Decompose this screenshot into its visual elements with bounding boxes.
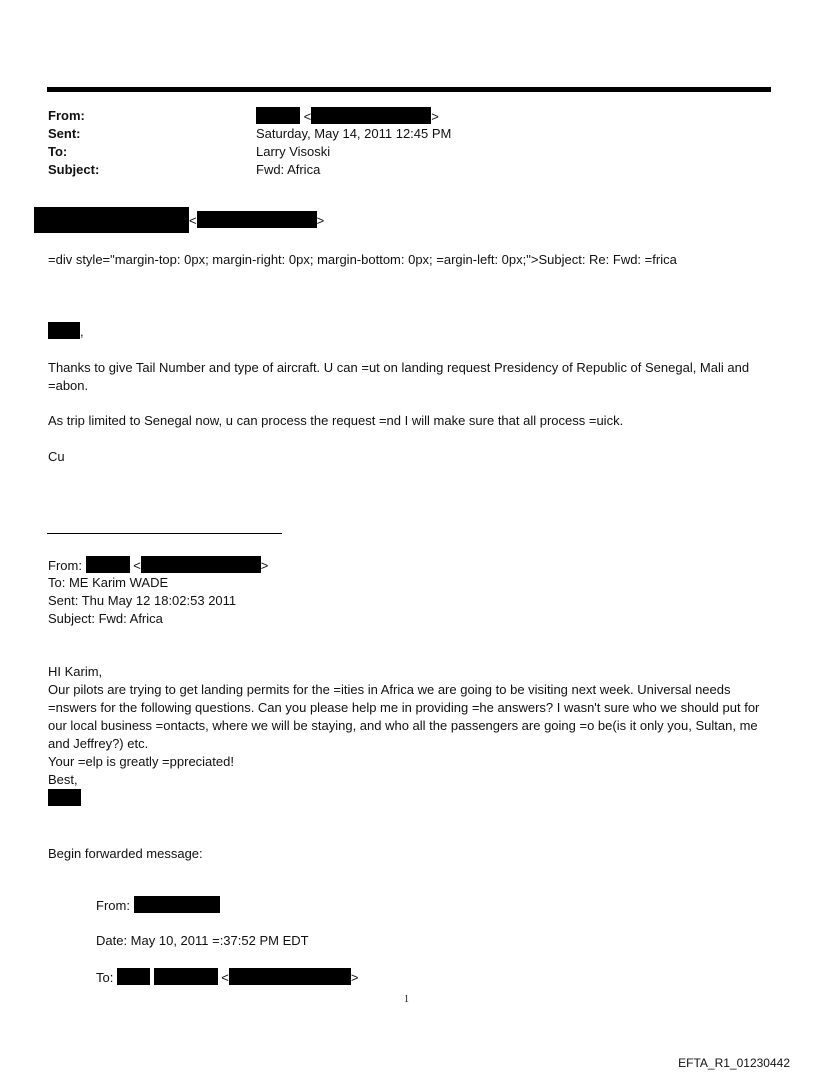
angle-open: < bbox=[221, 970, 229, 985]
subject-label: Subject: bbox=[48, 162, 100, 177]
forwarded-sent: Sent: Thu May 12 18:02:53 2011 bbox=[48, 593, 237, 608]
redaction-block bbox=[197, 211, 317, 228]
forward-divider bbox=[47, 533, 282, 534]
to-label: To: bbox=[48, 144, 68, 159]
forwarded-best: Best, bbox=[48, 772, 78, 787]
begin-forwarded: Begin forwarded message: bbox=[48, 846, 203, 861]
subject-value: Fwd: Africa bbox=[256, 162, 321, 177]
angle-close: > bbox=[350, 970, 359, 985]
inner-date: Date: May 10, 2011 =:37:52 PM EDT bbox=[96, 933, 309, 948]
inner-from-label: From: bbox=[96, 898, 130, 913]
raw-html-line: =div style="margin-top: 0px; margin-right: 0px; margin-bottom: 0px; =argin-left: 0px;">Subject: Re: Fwd: =frica bbox=[48, 252, 677, 267]
reply-paragraph-1: Thanks to give Tail Number and type of aircraft. U can =ut on landing request Presidency of Republic of Senegal, Mali and =abon. bbox=[48, 360, 750, 393]
reply-greeting bbox=[48, 322, 84, 341]
inner-to bbox=[96, 968, 358, 987]
forwarded-from bbox=[48, 556, 268, 575]
forwarded-thanks: Your =elp is greatly =ppreciated! bbox=[48, 754, 234, 769]
redaction-block bbox=[134, 896, 220, 913]
angle-close: > bbox=[431, 109, 439, 124]
redaction-block bbox=[117, 968, 150, 985]
redaction-block bbox=[48, 789, 81, 806]
header-rule bbox=[47, 87, 771, 92]
redaction-block bbox=[34, 207, 189, 233]
from-value bbox=[256, 107, 439, 126]
redaction-block bbox=[154, 968, 218, 985]
redaction-block bbox=[229, 968, 351, 985]
forwarded-subject: Subject: Fwd: Africa bbox=[48, 611, 163, 626]
redaction-block bbox=[311, 107, 431, 124]
to-value: Larry Visoski bbox=[256, 144, 331, 159]
reply-sender bbox=[34, 207, 324, 233]
reply-signoff: Cu bbox=[48, 449, 65, 464]
angle-close: > bbox=[260, 558, 269, 573]
forwarded-to: To: ME Karim WADE bbox=[48, 575, 169, 590]
forwarded-body: Our pilots are trying to get landing permits for the =ities in Africa we are going to be visiting next week. Universal needs =nswers for the following questions. Can you please help me in providing =he answers? I wasn't sure who we should put for our local business =ontacts, where we will be staying, and who all the passengers are going =o be(is it only you, Sultan, me and Jeffrey?) etc. bbox=[48, 682, 760, 751]
document-id: EFTA_R1_01230442 bbox=[678, 1056, 790, 1070]
angle-close: > bbox=[316, 213, 325, 228]
greeting-comma: , bbox=[80, 324, 84, 339]
redaction-block bbox=[141, 556, 261, 573]
forwarded-from-label: From: bbox=[48, 558, 82, 573]
inner-to-label: To: bbox=[96, 970, 114, 985]
reply-paragraph-2: As trip limited to Senegal now, u can process the request =nd I will make sure that all process =uick. bbox=[48, 413, 624, 428]
angle-open: < bbox=[133, 558, 141, 573]
page-number: 1 bbox=[404, 994, 409, 1005]
inner-from bbox=[96, 896, 220, 915]
forwarded-signature bbox=[48, 789, 81, 808]
sent-value: Saturday, May 14, 2011 12:45 PM bbox=[256, 126, 452, 141]
redaction-block bbox=[48, 322, 80, 339]
redaction-block bbox=[256, 107, 300, 124]
sent-label: Sent: bbox=[48, 126, 81, 141]
forwarded-greeting: HI Karim, bbox=[48, 664, 103, 679]
angle-open: < bbox=[189, 213, 197, 228]
angle-open: < bbox=[303, 109, 312, 124]
from-label: From: bbox=[48, 108, 85, 123]
redaction-block bbox=[86, 556, 130, 573]
